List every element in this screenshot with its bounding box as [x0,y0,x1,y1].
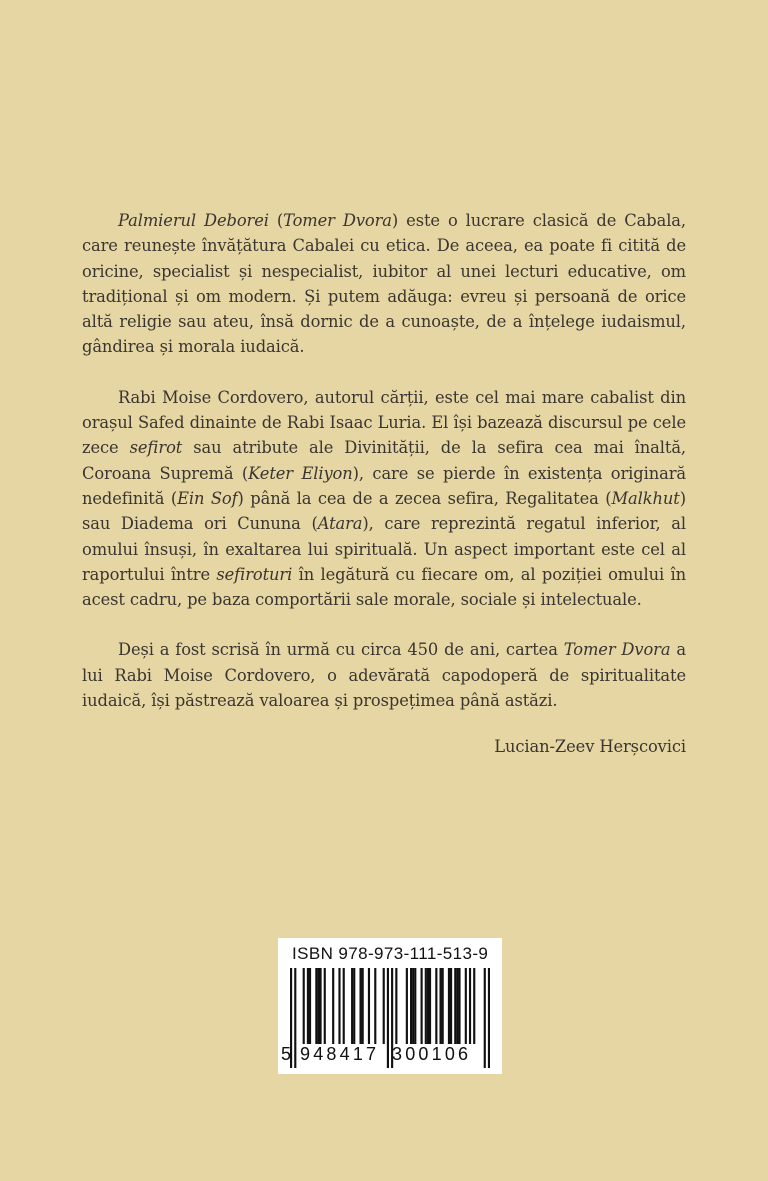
barcode-bar [435,968,437,1044]
barcode-bar [368,968,370,1044]
barcode-bar [303,968,305,1044]
barcode-bar [412,968,414,1044]
term-italic: sefiroturi [216,564,293,584]
book-title-italic: Tomer Dvora [563,640,671,660]
barcode-bar [465,968,467,1044]
text-run: ( [268,211,284,230]
barcode-bar [359,968,361,1044]
barcode-bar [429,968,431,1044]
term-italic: Ein Sof [177,488,238,508]
barcode-bar [362,968,364,1044]
barcode-bar [448,968,450,1044]
barcode-bar [458,968,460,1044]
barcode-bar [307,968,309,1044]
barcode-bar [488,968,490,1068]
text-run: ), care reprezintă regatul inferior, al omului însuși, în exaltarea lui spirituală. Un aspect important este cel al raportului între [82,514,686,584]
author-signature: Lucian-Zeev Herșcovici [494,737,686,757]
barcode-bar [439,968,441,1044]
text-run: ) sau Diadema ori Cununa ( [82,488,686,534]
text-run: sau atribute ale Divinității, de la sefira cea mai înaltă, Coroana Supremă ( [82,438,686,483]
term-italic: Atara [317,514,363,534]
text-run: Rabi Moise Cordovero, autorul cărții, este cel mai mare cabalist din orașul Safed dinainte de Rabi Isaac Luria. El își bazează discursul pe cele zece [82,387,686,458]
text-run: ) până la cea de a zecea sefira, Regalitatea ( [237,488,612,508]
back-cover-text [82,208,686,760]
paragraph-intro [82,208,686,360]
barcode-bar [319,968,321,1044]
isbn-barcode [278,938,502,1074]
book-title-italic: Palmierul Deborei [118,211,269,230]
barcode-bar [343,968,345,1044]
barcode-left-digits: 948417 [300,1044,380,1064]
text-run: ), care se pierde în existența originară nedefinită ( [82,463,686,508]
barcode-bar [450,968,452,1044]
isbn-label: ISBN 978-973-111-513-9 [292,944,489,963]
barcode-bar [421,968,423,1044]
term-italic: Malkhut [611,488,680,508]
barcode-bar [383,968,385,1044]
barcode-bar [410,968,412,1044]
barcode-bar [425,968,427,1044]
term-italic: Keter Eliyon [248,463,353,483]
barcode-bar [338,968,340,1044]
barcode-bar [309,968,311,1044]
barcode-bar [442,968,444,1044]
barcode-bar [353,968,355,1044]
barcode-first-digit: 5 [281,1044,295,1064]
text-run: în legătură cu fiecare om, al poziției omului în acest cadru, pe baza comportării sale morale, sociale și intelectuale. [82,564,686,610]
barcode-bar [454,968,456,1044]
paragraph-author-description [82,385,686,613]
barcode-bar [324,968,326,1044]
barcode-bar [332,968,334,1044]
barcode-bar [387,968,389,1068]
barcode-bar [374,968,376,1044]
barcode-bar [395,968,397,1044]
barcode-bar [351,968,353,1044]
barcode-bar [294,968,296,1068]
text-run: ) este o lucrare clasică de Cabala, care reunește învățătura Cabalei cu etica. De aceea, ea poate fi citită de oricine, specialist și nespecialist, iubitor al unei lecturi educative, om tradițional și om modern. Și putem adăuga: evreu și persoană de orice altă religie sau ateu, însă dornic de a cunoaște, de a înțelege iudaismul, gândirea și morala iudaică. [82,211,686,357]
term-italic: sefirot [129,438,183,458]
barcode-bar [427,968,429,1044]
barcode-bar [315,968,317,1044]
barcode-bar [473,968,475,1044]
barcode-bar [469,968,471,1044]
barcode-bar [406,968,408,1044]
barcode-right-digits: 300106 [392,1044,472,1064]
barcode-bar [456,968,458,1044]
hebrew-title-italic: Tomer Dvora [283,211,392,230]
text-run: a lui Rabi Moise Cordovero, o adevărată capodoperă de spiritualitate iudaică, își păstrează valoarea și prospețimea până astăzi. [82,640,686,711]
barcode-bar [484,968,486,1068]
paragraph-conclusion [82,637,686,713]
barcode-bar [317,968,319,1044]
barcode-bar [414,968,416,1044]
text-run: Deși a fost scrisă în urmă cu circa 450 de ani, cartea [118,640,564,660]
